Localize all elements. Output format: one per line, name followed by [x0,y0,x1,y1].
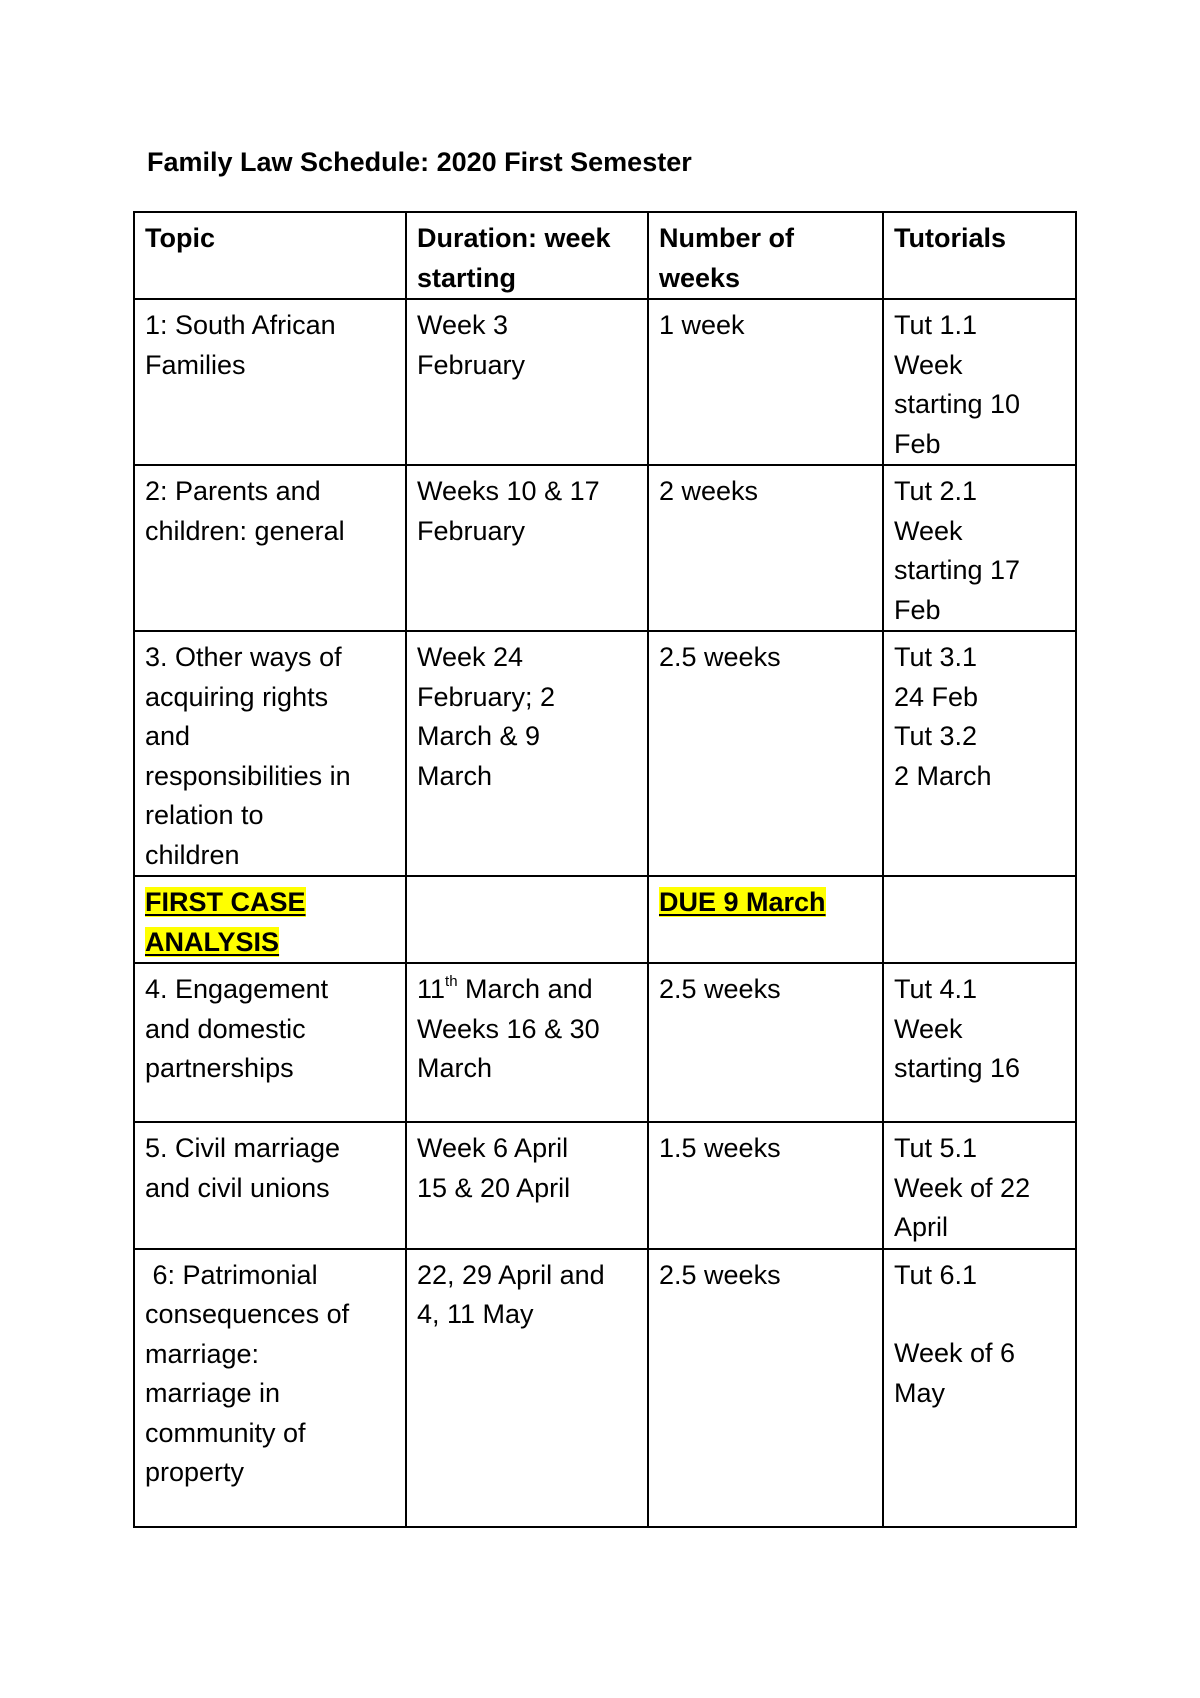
table-row [134,465,1076,631]
topic-cell: 5. Civil marriage and civil unions [134,1122,406,1249]
weeks-cell: 1 week [648,299,883,465]
table-row [134,1249,1076,1527]
case-analysis-label-line2: ANALYSIS [145,926,280,957]
tutorials-cell: Tut 1.1 Week starting 10 Feb [883,299,1076,465]
duration-cell [406,876,648,963]
table-row [134,1122,1076,1249]
due-date-label: DUE 9 March [659,887,826,917]
table-row [134,963,1076,1122]
tutorials-cell: Tut 3.1 24 Feb Tut 3.2 2 March [883,631,1076,876]
table-row [134,631,1076,876]
weeks-cell: 2 weeks [648,465,883,631]
duration-cell: Week 24 February; 2 March & 9 March [406,631,648,876]
weeks-cell: 2.5 weeks [648,631,883,876]
weeks-cell [648,876,883,963]
header-topic: Topic [134,212,406,299]
header-number-of-weeks: Number of weeks [648,212,883,299]
page-title: Family Law Schedule: 2020 First Semester [147,147,692,177]
case-analysis-label-line1: FIRST CASE [145,887,306,917]
tutorials-cell [883,876,1076,963]
topic-cell: 4. Engagement and domestic partnerships [134,963,406,1122]
topic-cell: 1: South African Families [134,299,406,465]
duration-cell: Week 6 April 15 & 20 April [406,1122,648,1249]
table-row-case-analysis [134,876,1076,963]
duration-cell: Week 3 February [406,299,648,465]
duration-cell: Weeks 10 & 17 February [406,465,648,631]
tutorials-cell: Tut 2.1 Week starting 17 Feb [883,465,1076,631]
weeks-cell: 1.5 weeks [648,1122,883,1249]
duration-cell: 22, 29 April and 4, 11 May [406,1249,648,1527]
tutorials-cell: Tut 6.1 Week of 6 May [883,1249,1076,1527]
weeks-cell: 2.5 weeks [648,1249,883,1527]
table-row [134,299,1076,465]
topic-cell: 6: Patrimonial consequences of marriage: marriage in community of property [134,1249,406,1527]
header-tutorials: Tutorials [883,212,1076,299]
header-duration: Duration: week starting [406,212,648,299]
tutorials-cell: Tut 5.1 Week of 22 April [883,1122,1076,1249]
table-header-row [134,212,1076,299]
topic-cell: 2: Parents and children: general [134,465,406,631]
weeks-cell: 2.5 weeks [648,963,883,1122]
schedule-table [133,211,1077,1528]
topic-cell: 3. Other ways of acquiring rights and responsibilities in relation to children [134,631,406,876]
topic-cell [134,876,406,963]
duration-cell: 11th March and Weeks 16 & 30 March [406,963,648,1122]
tutorials-cell: Tut 4.1 Week starting 16 [883,963,1076,1122]
